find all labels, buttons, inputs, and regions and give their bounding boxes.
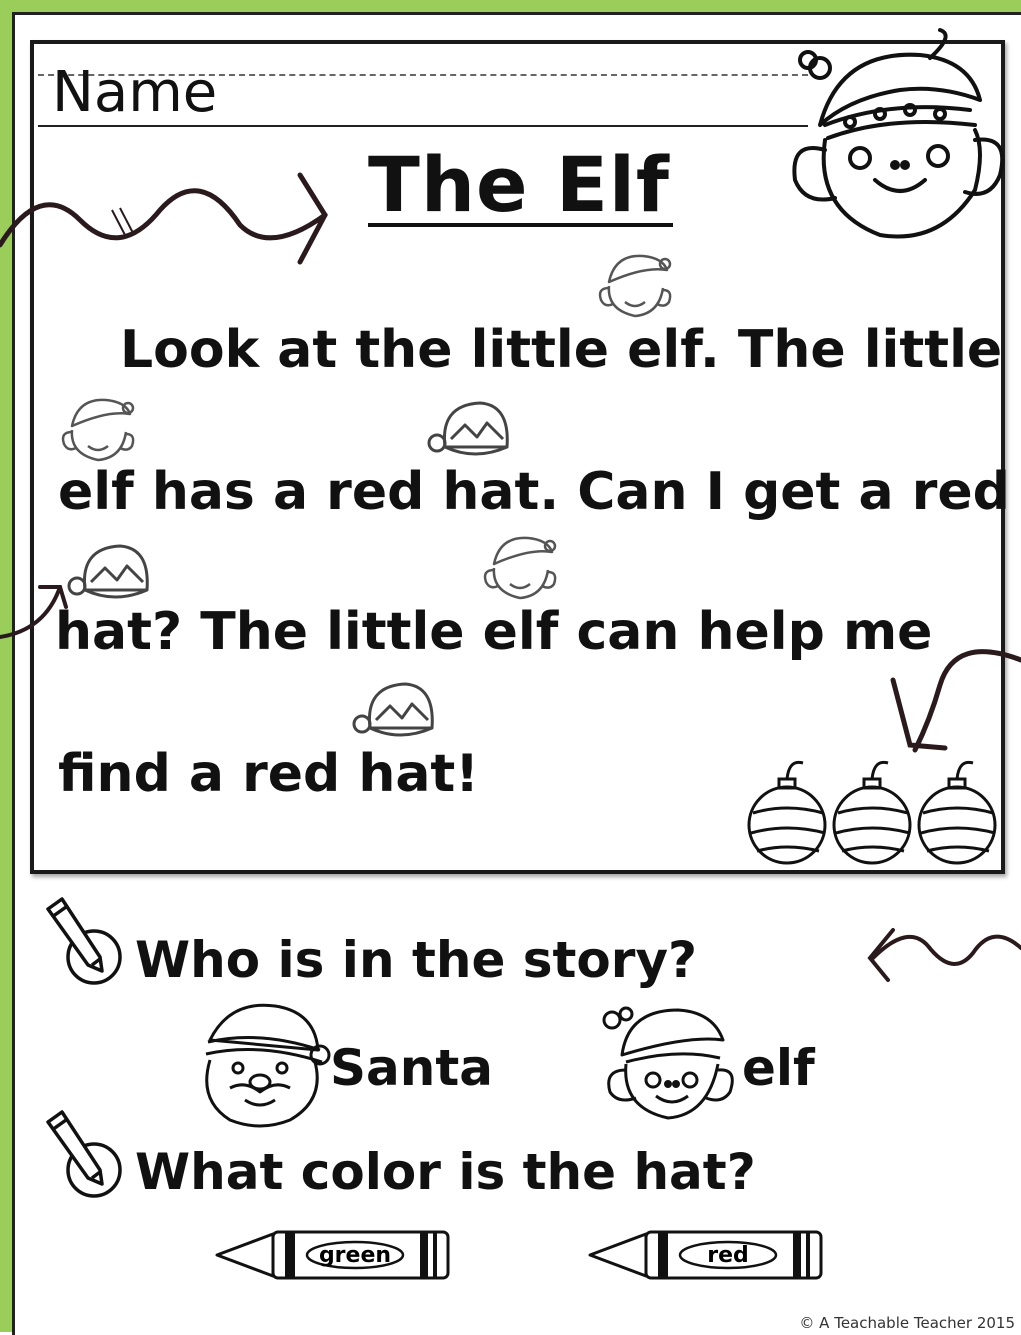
hat-picture-cue-icon (350, 676, 440, 746)
story-line-3: hat? The little elf can help me (55, 602, 933, 662)
crayon-red[interactable] (588, 1228, 828, 1283)
curved-arrow-icon (0, 575, 80, 645)
squiggle-arrow-icon (858, 918, 1021, 988)
pencil-icon (42, 895, 132, 990)
curved-arrow-icon (885, 640, 1021, 760)
question-2-text: What color is the hat? (135, 1143, 756, 1201)
pencil-icon (42, 1108, 132, 1203)
crayon-green-label: green (318, 1243, 392, 1268)
page-title: The Elf (368, 140, 670, 229)
story-line-4: find a red hat! (58, 744, 480, 804)
elf-picture-cue-icon (480, 530, 560, 605)
elf-picture-cue-icon (595, 248, 675, 323)
ornaments-icon (745, 755, 1000, 865)
name-label: Name (52, 60, 218, 125)
santa-face-icon (190, 1000, 330, 1130)
question-1-text: Who is in the story? (135, 931, 698, 989)
hat-picture-cue-icon (425, 395, 515, 465)
crayon-red-label: red (707, 1243, 749, 1268)
elf-head-icon (780, 30, 1010, 260)
elf-face-icon (598, 1000, 738, 1130)
story-line-2: elf has a red hat. Can I get a red (58, 462, 1010, 522)
story-line-1: Look at the little elf. The little (120, 320, 1003, 380)
elf-picture-cue-icon (58, 392, 138, 467)
answer-santa[interactable]: Santa (330, 1039, 493, 1097)
crayon-green[interactable] (215, 1228, 455, 1283)
page-frame-top (0, 0, 1021, 12)
title-underline (368, 223, 673, 227)
answer-elf[interactable]: elf (742, 1039, 815, 1097)
copyright-text: © A Teachable Teacher 2015 (799, 1314, 1015, 1332)
squiggle-arrow-icon (0, 170, 340, 270)
